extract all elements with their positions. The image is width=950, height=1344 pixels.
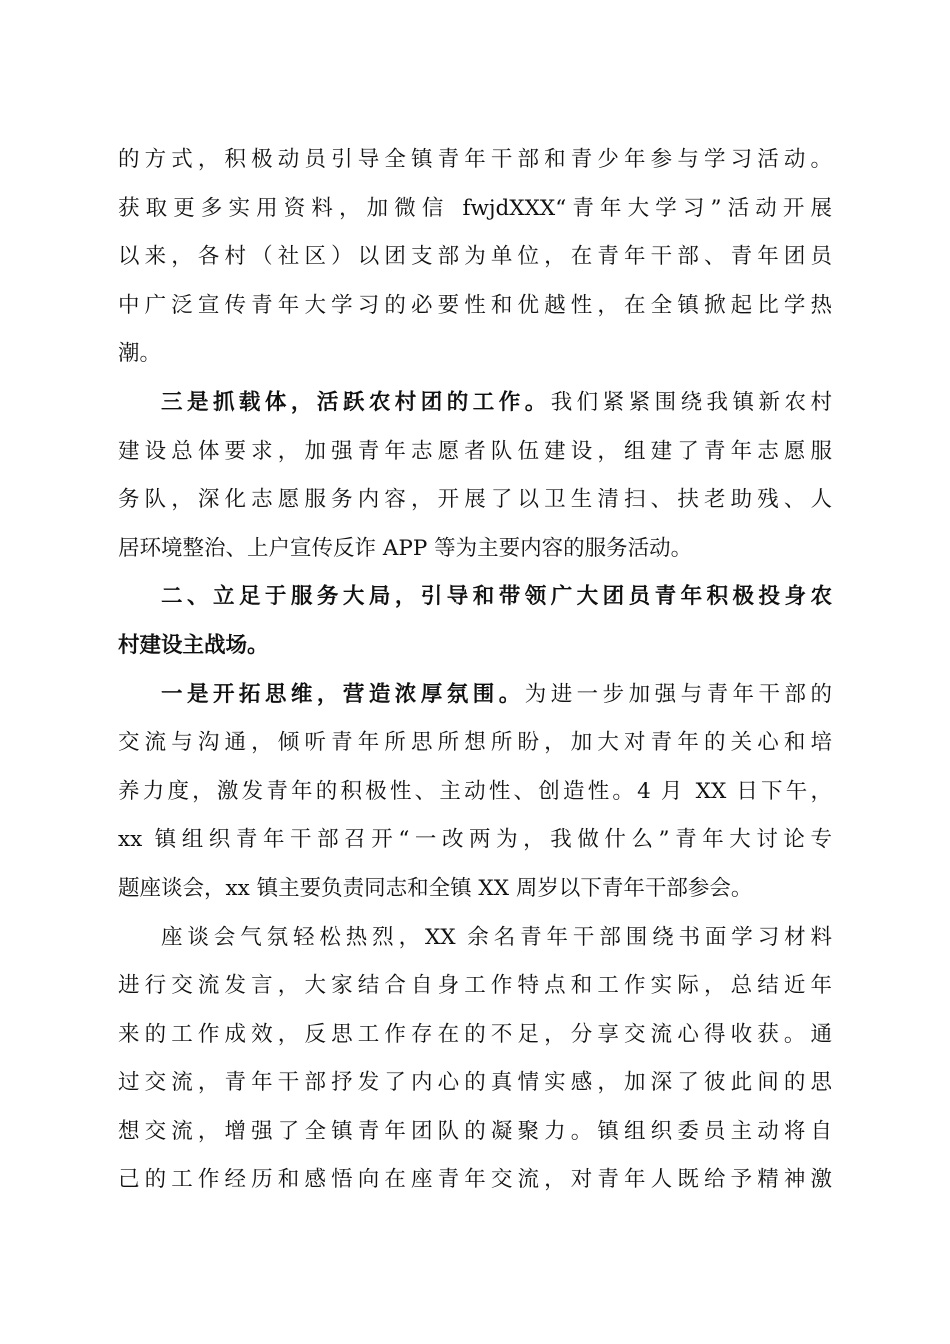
- text-line: 潮。: [118, 341, 162, 367]
- paragraph-lead-rest: 为进一步加强与青年干部的: [524, 681, 832, 707]
- text-line: 养力度，激发青年的积极性、主动性、创造性。4 月 XX 日下午，: [118, 778, 832, 804]
- paragraph-first-line: 座谈会气氛轻松热烈，XX 余名青年干部围绕书面学习材料: [161, 924, 832, 950]
- text-line: 想交流，增强了全镇青年团队的凝聚力。镇组织委员主动将自: [118, 1118, 832, 1144]
- section-heading-line: 二、立足于服务大局，引导和带领广大团员青年积极投身农: [161, 584, 832, 610]
- text-line: 务队，深化志愿服务内容，开展了以卫生清扫、扶老助残、人: [118, 487, 832, 513]
- text-line: 过交流，青年干部抒发了内心的真情实感，加深了彼此间的思: [118, 1070, 832, 1096]
- paragraph-lead-bold: 三是抓载体，活跃农村团的工作。: [161, 389, 551, 415]
- paragraph-lead-bold: 一是开拓思维，营造浓厚氛围。: [161, 681, 525, 707]
- text-line: 来的工作成效，反思工作存在的不足，分享交流心得收获。通: [118, 1021, 832, 1047]
- text-line: 进行交流发言，大家结合自身工作特点和工作实际，总结近年: [118, 973, 832, 999]
- paragraph-first-line: [118, 671, 832, 720]
- paragraph-first-line: [118, 379, 832, 428]
- text-line: 以来，各村（社区）以团支部为单位，在青年干部、青年团员: [118, 244, 832, 270]
- paragraph-lead-rest: 我们紧紧围绕我镇新农村: [550, 389, 832, 415]
- text-line: 居环境整治、上户宣传反诈 APP 等为主要内容的服务活动。: [118, 535, 693, 561]
- text-line: xx 镇组织青年干部召开“一改两为，我做什么”青年大讨论专: [118, 827, 832, 853]
- text-line: 中广泛宣传青年大学习的必要性和优越性，在全镇掀起比学热: [118, 292, 832, 318]
- text-line: 的方式，积极动员引导全镇青年干部和青少年参与学习活动。: [118, 147, 832, 172]
- text-line: 获取更多实用资料，加微信 fwjdXXX“青年大学习”活动开展: [118, 195, 832, 221]
- text-line: 题座谈会，xx 镇主要负责同志和全镇 XX 周岁以下青年干部参会。: [118, 875, 753, 901]
- text-line: 己的工作经历和感悟向在座青年交流，对青年人既给予精神激: [118, 1167, 832, 1193]
- section-heading-line: 村建设主战场。: [118, 632, 269, 658]
- document-body: [118, 136, 832, 1205]
- text-line: 建设总体要求，加强青年志愿者队伍建设，组建了青年志愿服: [118, 438, 832, 464]
- text-line: 交流与沟通，倾听青年所思所想所盼，加大对青年的关心和培: [118, 730, 832, 756]
